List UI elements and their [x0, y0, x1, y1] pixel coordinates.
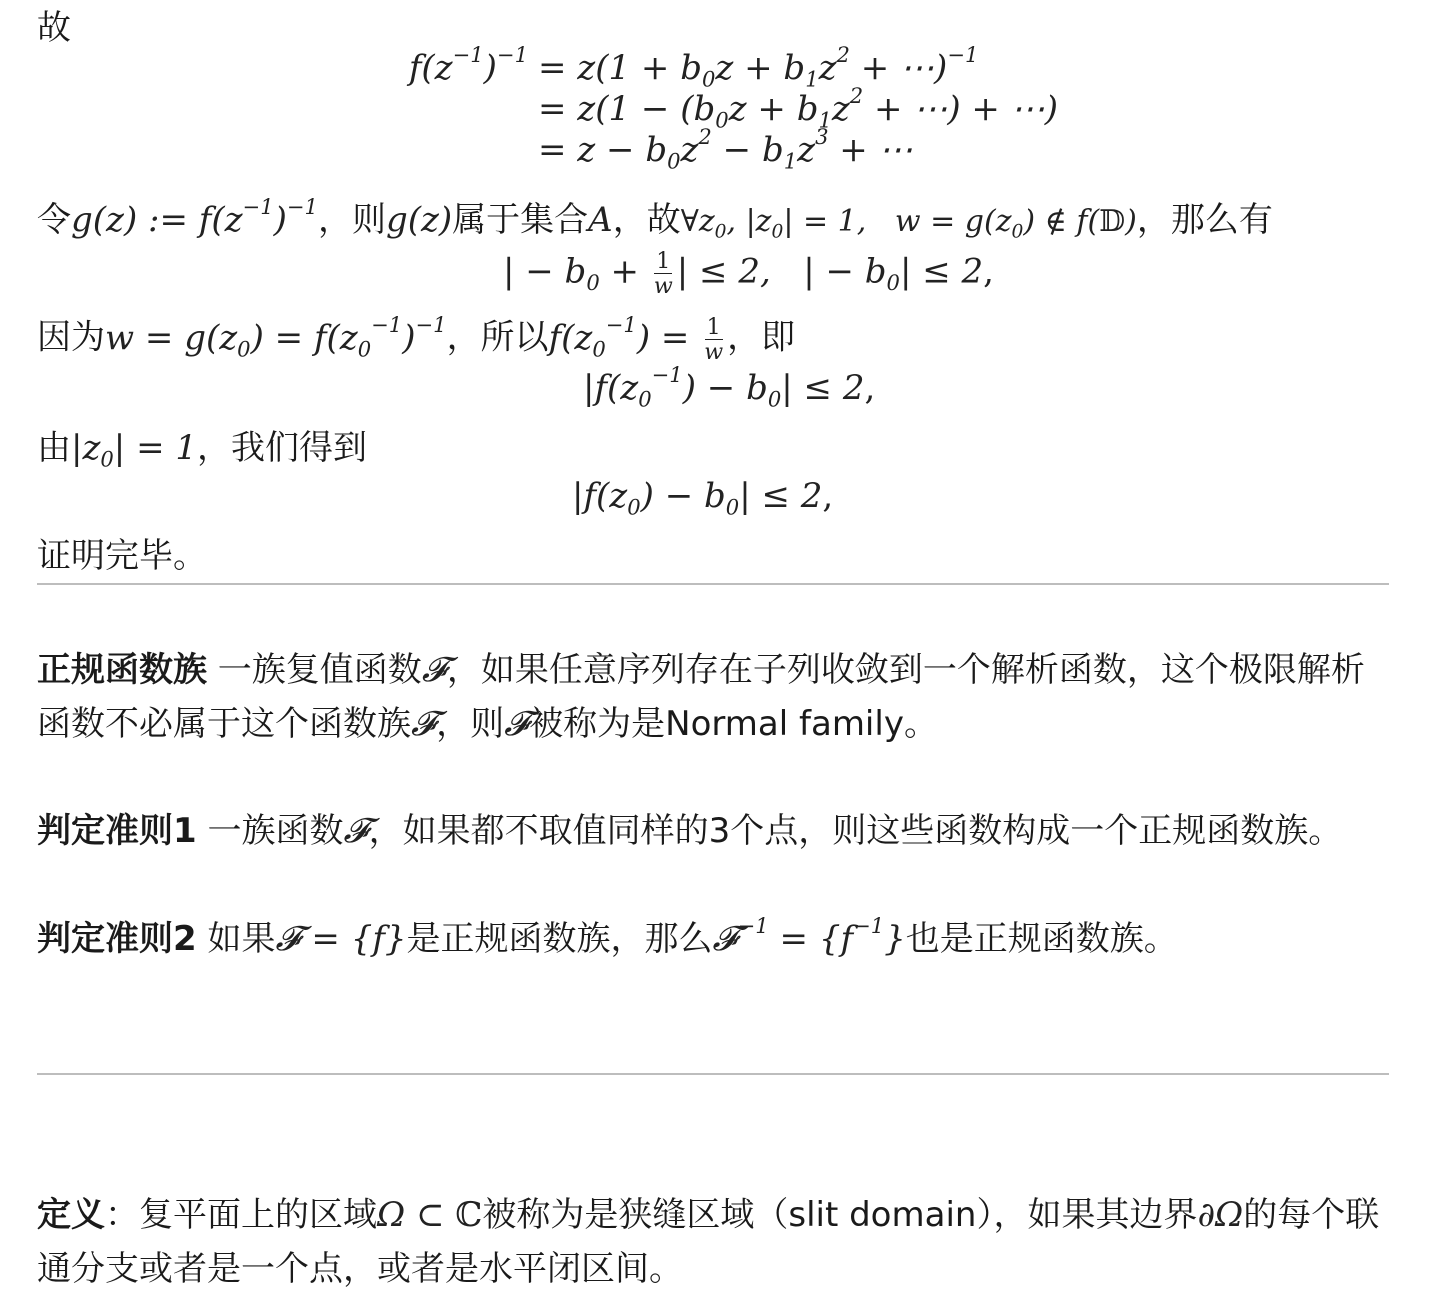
criterion-2-paragraph: 判定准则2 如果𝓕 = {f}是正规函数族，那么𝓕$^{-1}$ = $\{f^{-1}\}$也是正规函数族。	[37, 913, 1178, 959]
equation-line-2: = $z(1 - (b_0z + b_1z^2$ + ⋯) + ⋯)	[538, 82, 1058, 133]
family-set-math: 𝓕 = {f}	[275, 919, 407, 959]
normal-family-paragraph: 正规函数族 一族复值函数𝓕，如果任意序列存在子列收敛到一个解析函数，这个极限解析函数不必属于这个函数族𝓕，则𝓕被称为是Normal family。	[37, 650, 1365, 744]
inequality-2: $|f(z_0^{-1}) - b_0| \le 2$,	[583, 362, 876, 412]
definition-term: 定义	[37, 1195, 105, 1235]
expansion-equation	[380, 42, 1058, 173]
from-line: 由$|z_0| = 1$，我们得到	[37, 428, 368, 472]
equation-line-3: = $z - b_0z^2 - b_1z^3$ + ⋯	[538, 123, 913, 173]
criterion-1-paragraph: 判定准则1 一族函数𝓕，如果都不取值同样的3个点，则这些函数构成一个正规函数族。	[37, 811, 1343, 851]
boundary-math: ∂Ω	[1197, 1195, 1244, 1235]
criterion-1-term: 判定准则1	[37, 811, 197, 851]
inequality-3: $|f(z_0) - b_0| \le 2$,	[572, 476, 834, 520]
forall-condition-math: $\forall z_0$, $|z_0| = 1$, $w = g(z_0)$ ∉ f(𝔻)	[680, 204, 1137, 243]
qed-text: 证明完毕。	[37, 536, 207, 576]
w-equation-math: $w = g(z_0) = f(z_0^{-1})^{-1}$	[105, 311, 447, 361]
equation-lhs: $f(z^{-1})^{-1}$	[408, 42, 528, 88]
criterion-2-term: 判定准则2	[37, 919, 197, 959]
definition-of-g: 令g(z) := $f(z^{-1})^{-1}$，则g(z)属于集合A，故$\forall z_0$, $|z_0| = 1$, $w = g(z_0)$ ∉ f(𝔻)，那么有	[37, 194, 1273, 243]
horizontal-divider	[37, 583, 1389, 585]
inequality-1: | − $b_0$ + $\frac{1}{w}$ | ≤ 2, | − $b_0| \le 2$,	[503, 248, 994, 300]
inverse-family-set-math: 𝓕$^{-1}$ = $\{f^{-1}\}$	[712, 913, 906, 959]
omega-subset-math: Ω ⊂ ℂ	[377, 1195, 483, 1235]
normal-family-term: 正规函数族	[37, 650, 207, 690]
equation-line-1: = $z(1 + b_0z + b_1z^2$ + ⋯)$^{-1}$	[538, 42, 979, 92]
f-equals-reciprocal-math: $f(z_0^{-1})$ = $\frac{1}{w}$	[548, 311, 724, 366]
slit-domain-definition-paragraph: 定义：复平面上的区域Ω ⊂ ℂ被称为是狭缝区域（slit domain），如果其边界∂Ω的每个联通分支或者是一个点，或者是水平闭区间。	[37, 1195, 1380, 1289]
g-definition-math: g(z) := $f(z^{-1})^{-1}$	[71, 194, 318, 240]
because-line: 因为$w = g(z_0) = f(z_0^{-1})^{-1}$，所以$f(z_0^{-1})$ = $\frac{1}{w}$ ，即	[37, 311, 796, 366]
horizontal-divider	[37, 1073, 1389, 1075]
proof-intro-text: 故	[37, 8, 71, 48]
